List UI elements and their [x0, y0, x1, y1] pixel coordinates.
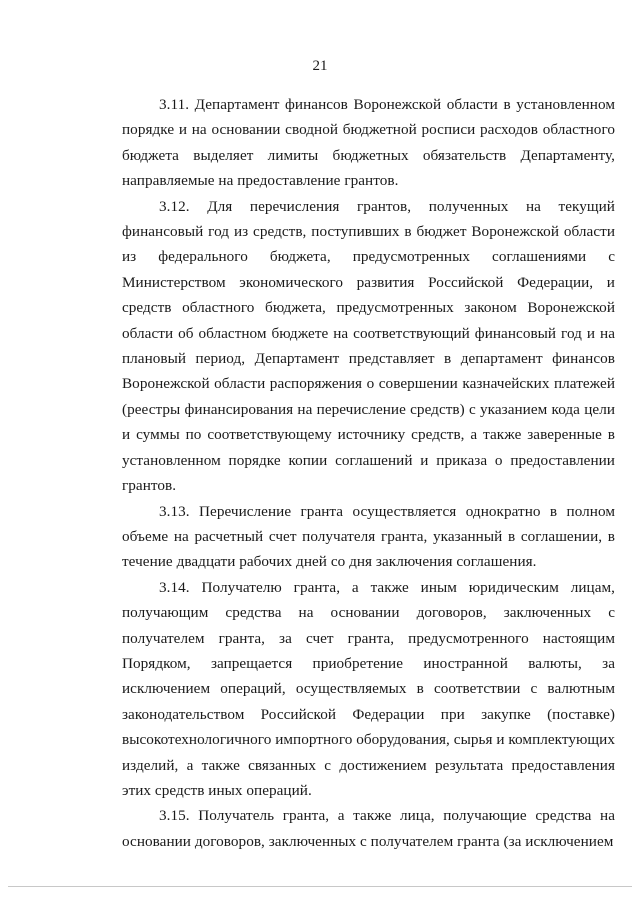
paragraph-3-15: 3.15. Получатель гранта, а также лица, получающие средства на основании договоров, заключенных с получателем гранта (за исключением — [122, 807, 615, 850]
page-number: 21 — [312, 58, 328, 74]
document-body — [122, 92, 615, 854]
paragraph-3-12: 3.12. Для перечисления грантов, полученных на текущий финансовый год из средств, поступивших в бюджет Воронежской области из федерального бюджета, предусмотренных соглашениями с Министерством экономического развития Российской Федерации, и средств областного бюджета, предусмотренных законом Воронежской области об областном бюджете на соответствующий финансовый год и на плановый период, Департамент представляет в департамент финансов Воронежской области распоряжения о совершении казначейских платежей (реестры финансирования на перечисление средств) с указанием кода цели и суммы по соответствующему источнику средств, а также заверенные в установленном порядке копии соглашений и приказа о предоставлении грантов. — [122, 197, 615, 495]
scan-edge-divider — [8, 886, 632, 887]
paragraph-3-11: 3.11. Департамент финансов Воронежской области в установленном порядке и на основании сводной бюджетной росписи расходов областного бюджета выделяет лимиты бюджетных обязательств Департаменту, направляемые на предоставление грантов. — [122, 96, 615, 190]
paragraph-3-13: 3.13. Перечисление гранта осуществляется однократно в полном объеме на расчетный счет получателя гранта, указанный в соглашении, в течение двадцати рабочих дней со дня заключения соглашения. — [122, 502, 615, 571]
paragraph-3-14: 3.14. Получателю гранта, а также иным юридическим лицам, получающим средства на основании договоров, заключенных с получателем гранта, за счет гранта, предусмотренного настоящим Порядком, запрещается приобретение иностранной валюты, за исключением операций, осуществляемых в соответствии с валютным законодательством Российской Федерации при закупке (поставке) высокотехнологичного импортного оборудования, сырья и комплектующих изделий, а также связанных с достижением результата предоставления этих средств иных операций. — [122, 578, 615, 799]
